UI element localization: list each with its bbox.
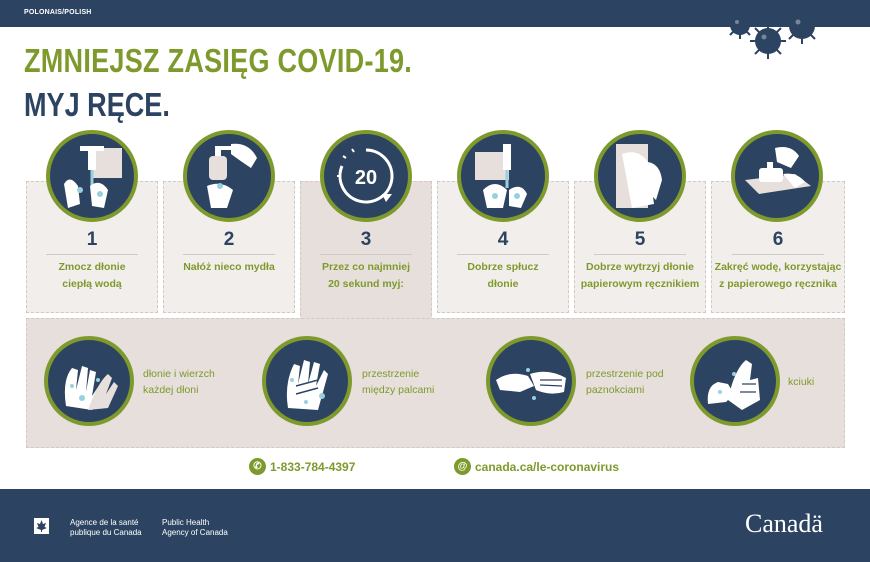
faucet-icon <box>50 134 134 218</box>
step-6-divider <box>732 254 824 255</box>
soap-pump-icon <box>187 134 271 218</box>
palms-icon <box>48 340 130 422</box>
technique-4-illustration <box>690 336 780 426</box>
technique-1-line2: każdej dłoni <box>143 384 199 396</box>
step-1-caption-line1: Zmocz dłonie <box>58 261 126 273</box>
timer-label: 20 <box>354 167 378 189</box>
agency-name-en <box>162 518 228 538</box>
canada-wordmark: Canadä <box>745 509 823 538</box>
step-4-caption-line2: dłonie <box>487 278 519 290</box>
step-3-caption-line1: Przez co najmniej <box>321 261 411 273</box>
step-2-illustration <box>183 130 275 222</box>
technique-4-line1: kciuki <box>788 376 815 388</box>
agency-fr-line2: publique du Canada <box>70 528 142 537</box>
step-5-illustration <box>594 130 686 222</box>
technique-1-caption <box>143 366 253 398</box>
step-2-caption <box>164 259 294 276</box>
phone-number[interactable]: 1-833-784-4397 <box>270 460 356 474</box>
technique-3-illustration <box>486 336 576 426</box>
step-2-divider <box>183 254 275 255</box>
step-4-caption-line1: Dobrze spłucz <box>467 261 539 273</box>
step-4-illustration <box>457 130 549 222</box>
fingernails-icon <box>490 340 572 422</box>
step-3-divider <box>320 254 412 255</box>
technique-2-caption <box>362 366 472 398</box>
technique-3-line2: paznokciami <box>586 384 645 396</box>
timer-icon <box>324 134 408 218</box>
step-2-number: 2 <box>223 229 235 250</box>
phone-icon: ✆ <box>249 458 266 475</box>
headline-subtitle: MYJ RĘCE. <box>24 86 170 123</box>
paper-towel-icon <box>598 134 682 218</box>
step-4-number: 4 <box>497 229 509 250</box>
step-1-caption-line2: ciepłą wodą <box>62 278 122 290</box>
step-2-caption-line1: Nałóż nieco mydła <box>183 261 275 273</box>
technique-2-illustration <box>262 336 352 426</box>
canada-flag-icon <box>26 518 57 534</box>
step-5-divider <box>594 254 686 255</box>
step-3-illustration <box>320 130 412 222</box>
step-5-caption-line2: papierowym ręcznikiem <box>580 278 700 290</box>
headline-title: ZMNIEJSZ ZASIĘG COVID-19. <box>24 42 413 79</box>
rinse-icon <box>461 134 545 218</box>
technique-2-line1: przestrzenie <box>362 368 420 380</box>
agency-name-fr <box>70 518 142 538</box>
step-5-number: 5 <box>634 229 646 250</box>
step-6-caption <box>713 259 843 293</box>
step-1-illustration <box>46 130 138 222</box>
step-6-illustration <box>731 130 823 222</box>
faucet-off-icon <box>735 134 819 218</box>
step-4-divider <box>457 254 549 255</box>
thumbs-icon <box>694 340 776 422</box>
at-icon: @ <box>454 458 471 475</box>
language-label: POLONAIS/POLISH <box>24 9 92 16</box>
step-5-caption <box>575 259 705 293</box>
agency-fr-line1: Agence de la santé <box>70 518 139 527</box>
step-1-divider <box>46 254 138 255</box>
step-4-caption <box>438 259 568 293</box>
technique-3-caption <box>586 366 696 398</box>
step-5-caption-line1: Dobrze wytrzyj dłonie <box>586 261 694 273</box>
technique-1-illustration <box>44 336 134 426</box>
step-3-caption <box>301 259 431 293</box>
virus-icon <box>722 8 822 63</box>
technique-1-line1: dłonie i wierzch <box>143 368 215 380</box>
interlaced-fingers-icon <box>266 340 348 422</box>
step-6-caption-line2: z papierowego ręcznika <box>719 278 837 290</box>
step-1-caption <box>27 259 157 293</box>
step-6-number: 6 <box>772 229 784 250</box>
technique-2-line2: między palcami <box>362 384 435 396</box>
website-link[interactable]: canada.ca/le-coronavirus <box>475 460 620 474</box>
agency-en-line1: Public Health <box>162 518 210 527</box>
technique-4-caption <box>788 374 870 390</box>
technique-3-line1: przestrzenie pod <box>586 368 664 380</box>
step-1-number: 1 <box>86 229 98 250</box>
step-6-caption-line1: Zakręć wodę, korzystając <box>714 261 842 273</box>
step-3-caption-line2: 20 sekund myj: <box>328 278 404 290</box>
agency-en-line2: Agency of Canada <box>162 528 228 537</box>
step-3-number: 3 <box>360 229 372 250</box>
